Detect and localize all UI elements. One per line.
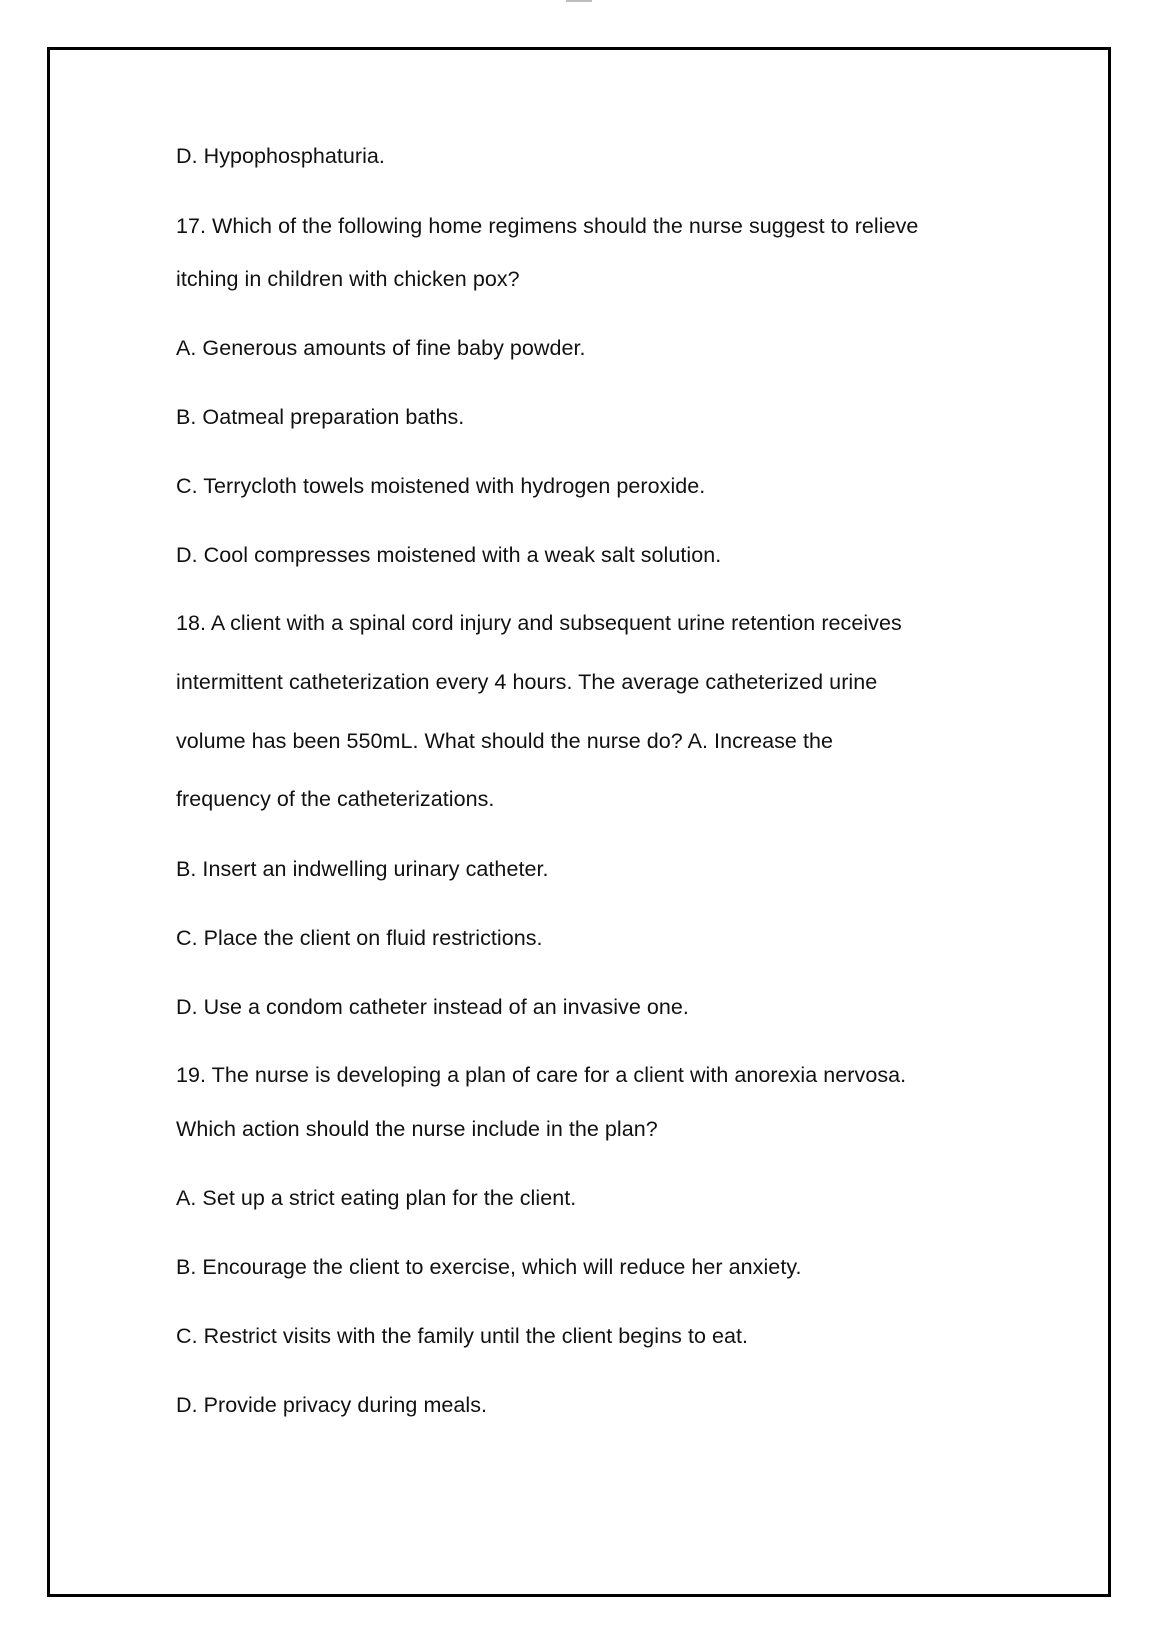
question-17-line-2: itching in children with chicken pox? [176, 267, 520, 291]
answer-option-17b: B. Oatmeal preparation baths. [176, 405, 465, 429]
answer-option-17c: C. Terrycloth towels moistened with hydrogen peroxide. [176, 474, 706, 498]
answer-option-18b: B. Insert an indwelling urinary catheter. [176, 857, 549, 881]
answer-option-19d: D. Provide privacy during meals. [176, 1393, 488, 1417]
answer-option-18c: C. Place the client on fluid restrictions. [176, 926, 543, 950]
answer-option-17a: A. Generous amounts of fine baby powder. [176, 336, 586, 360]
question-18-line-4: frequency of the catheterizations. [176, 787, 495, 811]
answer-option-19a: A. Set up a strict eating plan for the client. [176, 1186, 577, 1210]
question-17-line-1: 17. Which of the following home regimens should the nurse suggest to relieve [176, 214, 919, 238]
question-18-line-2: intermittent catheterization every 4 hours. The average catheterized urine [176, 670, 878, 694]
answer-option-19b: B. Encourage the client to exercise, which will reduce her anxiety. [176, 1255, 802, 1279]
question-18-line-1: 18. A client with a spinal cord injury and subsequent urine retention receives [176, 611, 902, 635]
question-18-line-3: volume has been 550mL. What should the nurse do? A. Increase the [176, 729, 833, 753]
header-mark [566, 0, 592, 2]
question-19-line-1: 19. The nurse is developing a plan of care for a client with anorexia nervosa. [176, 1063, 907, 1087]
answer-option-16d: D. Hypophosphaturia. [176, 144, 385, 168]
answer-option-18d: D. Use a condom catheter instead of an invasive one. [176, 995, 689, 1019]
answer-option-17d: D. Cool compresses moistened with a weak salt solution. [176, 543, 722, 567]
answer-option-19c: C. Restrict visits with the family until the client begins to eat. [176, 1324, 749, 1348]
question-19-line-2: Which action should the nurse include in the plan? [176, 1117, 658, 1141]
